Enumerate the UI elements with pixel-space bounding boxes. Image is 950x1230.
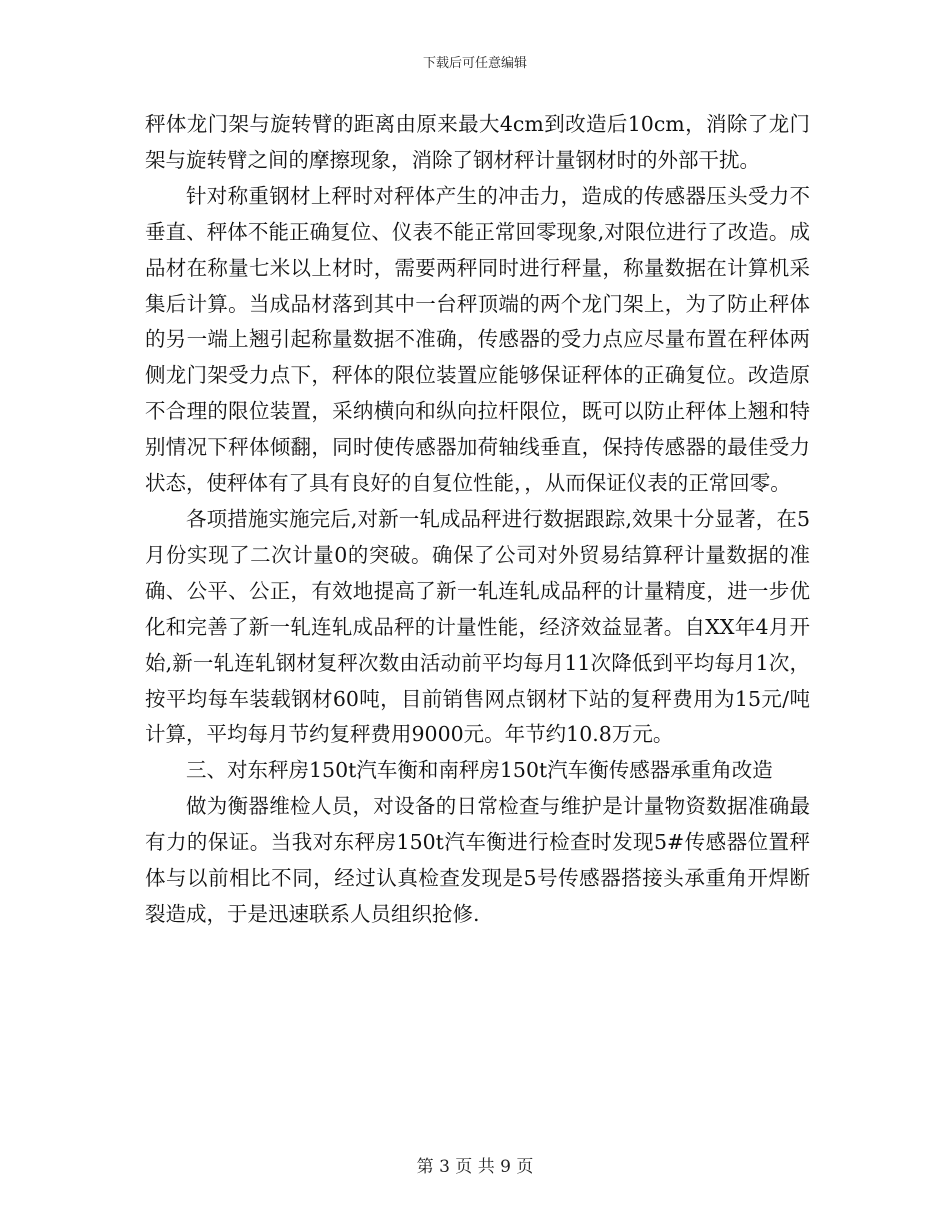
page-number: 第 3 页 共 9 页 (416, 1157, 534, 1177)
paragraph-1: 秤体龙门架与旋转臂的距离由原来最大4cm到改造后10cm，消除了龙门架与旋转臂之间的摩擦现象，消除了钢材秤计量钢材时的外部干扰。 (145, 112, 810, 172)
paragraph-4: 做为衡器维检人员，对设备的日常检查与维护是计量物资数据准确最有力的保证。当我对东秤房150t汽车衡进行检查时发现5#传感器位置秤体与以前相比不同，经过认真检查发现是5号传感器搭接头承重角开焊断裂造成，于是迅速联系人员组织抢修. (145, 794, 810, 926)
paragraph-2: 针对称重钢材上秤时对秤体产生的冲击力，造成的传感器压头受力不垂直、秤体不能正确复位、仪表不能正常回零现象,对限位进行了改造。成品材在称量七米以上材时，需要两秤同时进行秤量，称量数据在计算机采集后计算。当成品材落到其中一台秤顶端的两个龙门架上，为了防止秤体的另一端上翘引起称量数据不准确，传感器的受力点应尽量布置在秤体两侧龙门架受力点下，秤体的限位装置应能够保证秤体的正确复位。改造原不合理的限位装置，采纳横向和纵向拉杆限位，既可以防止秤体上翘和特别情况下秤体倾翻，同时使传感器加荷轴线垂直，保持传感器的最佳受力状态，使秤体有了具有良好的自复位性能，，从而保证仪表的正常回零。 (145, 183, 810, 496)
paragraph-3: 各项措施实施完后,对新一轧成品秤进行数据跟踪,效果十分显著，在5月份实现了二次计量0的突破。确保了公司对外贸易结算秤计量数据的准确、公平、公正，有效地提高了新一轧连轧成品秤的计量精度，进一步优化和完善了新一轧连轧成品秤的计量性能，经济效益显著。自XX年4月开始,新一轧连轧钢材复秤次数由活动前平均每月11次降低到平均每月1次，按平均每车装载钢材60吨，目前销售网点钢材下站的复秤费用为15元/吨计算，平均每月节约复秤费用9000元。年节约10.8万元。 (145, 506, 810, 747)
page-header-note: 下载后可任意编辑 (422, 56, 527, 71)
document-body (145, 107, 810, 933)
section-heading-3: 三、对东秤房150t汽车衡和南秤房150t汽车衡传感器承重角改造 (186, 758, 773, 783)
